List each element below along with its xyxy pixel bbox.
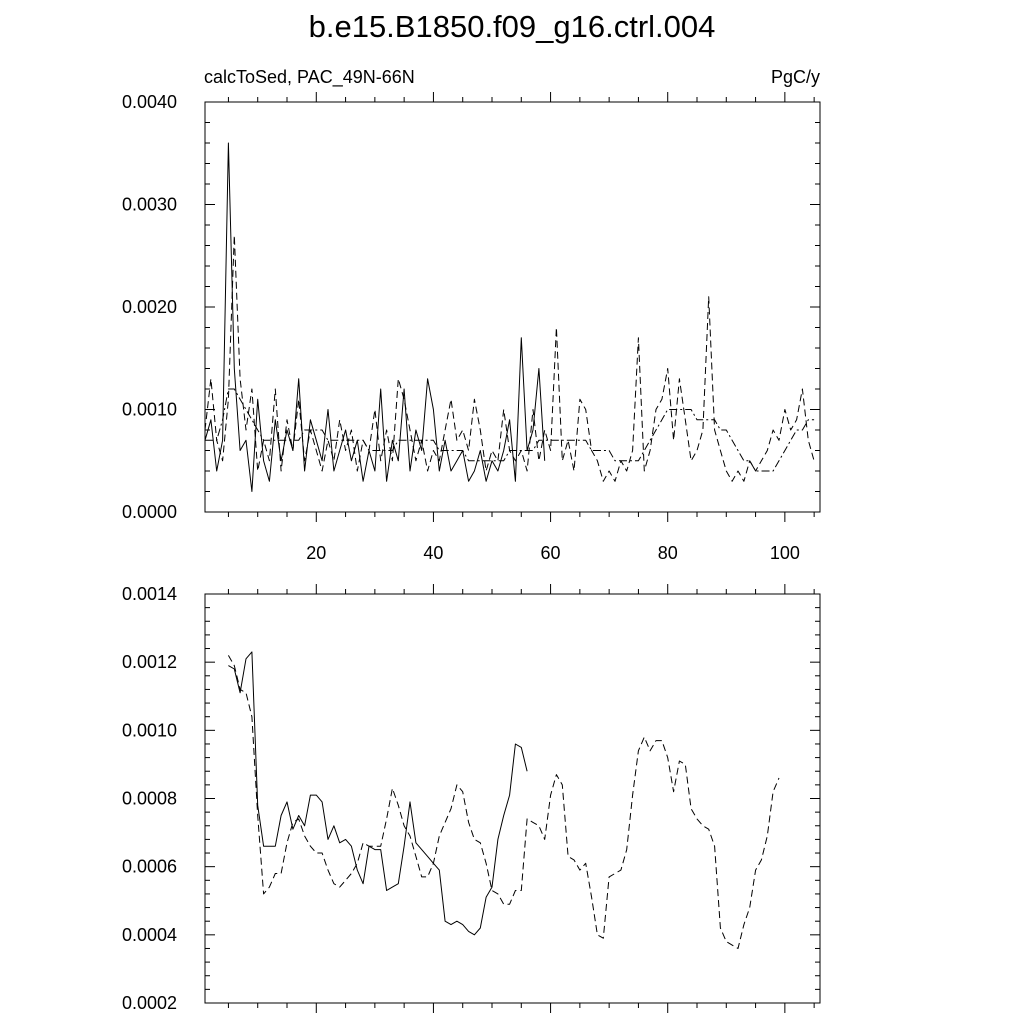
series-line-solid (205, 143, 545, 492)
x-tick-label: 80 (657, 543, 678, 563)
series-line-dash-dot (205, 389, 814, 471)
y-tick-label: 0.0004 (121, 924, 177, 945)
x-tick-label: 60 (540, 543, 561, 563)
figure-title: b.e15.B1850.f09_g16.ctrl.004 (308, 9, 716, 44)
x-tick-label: 20 (306, 543, 327, 563)
y-tick-label: 0.0000 (121, 502, 177, 522)
right-subtitle: PgC/y (770, 67, 820, 87)
bottom-panel (122, 584, 820, 1013)
bottom-panel-frame (205, 594, 820, 1003)
y-tick-label: 0.0040 (121, 92, 177, 112)
x-tick-label: 100 (769, 543, 800, 563)
y-tick-label: 0.0002 (121, 993, 177, 1013)
y-tick-label: 0.0008 (121, 788, 177, 809)
x-tick-label: 40 (423, 543, 444, 563)
y-tick-label: 0.0010 (121, 720, 177, 741)
y-tick-label: 0.0012 (121, 652, 177, 673)
series-line-dashed (205, 235, 814, 481)
y-tick-label: 0.0006 (121, 856, 177, 877)
y-tick-label: 0.0014 (121, 584, 177, 604)
series-line-solid (228, 652, 527, 935)
y-tick-label: 0.0030 (121, 194, 177, 215)
top-panel (122, 92, 820, 563)
y-tick-label: 0.0020 (121, 297, 177, 317)
left-subtitle: calcToSed, PAC_49N-66N (204, 67, 415, 87)
series-line-dashed (228, 655, 779, 948)
y-tick-label: 0.0010 (121, 399, 177, 420)
